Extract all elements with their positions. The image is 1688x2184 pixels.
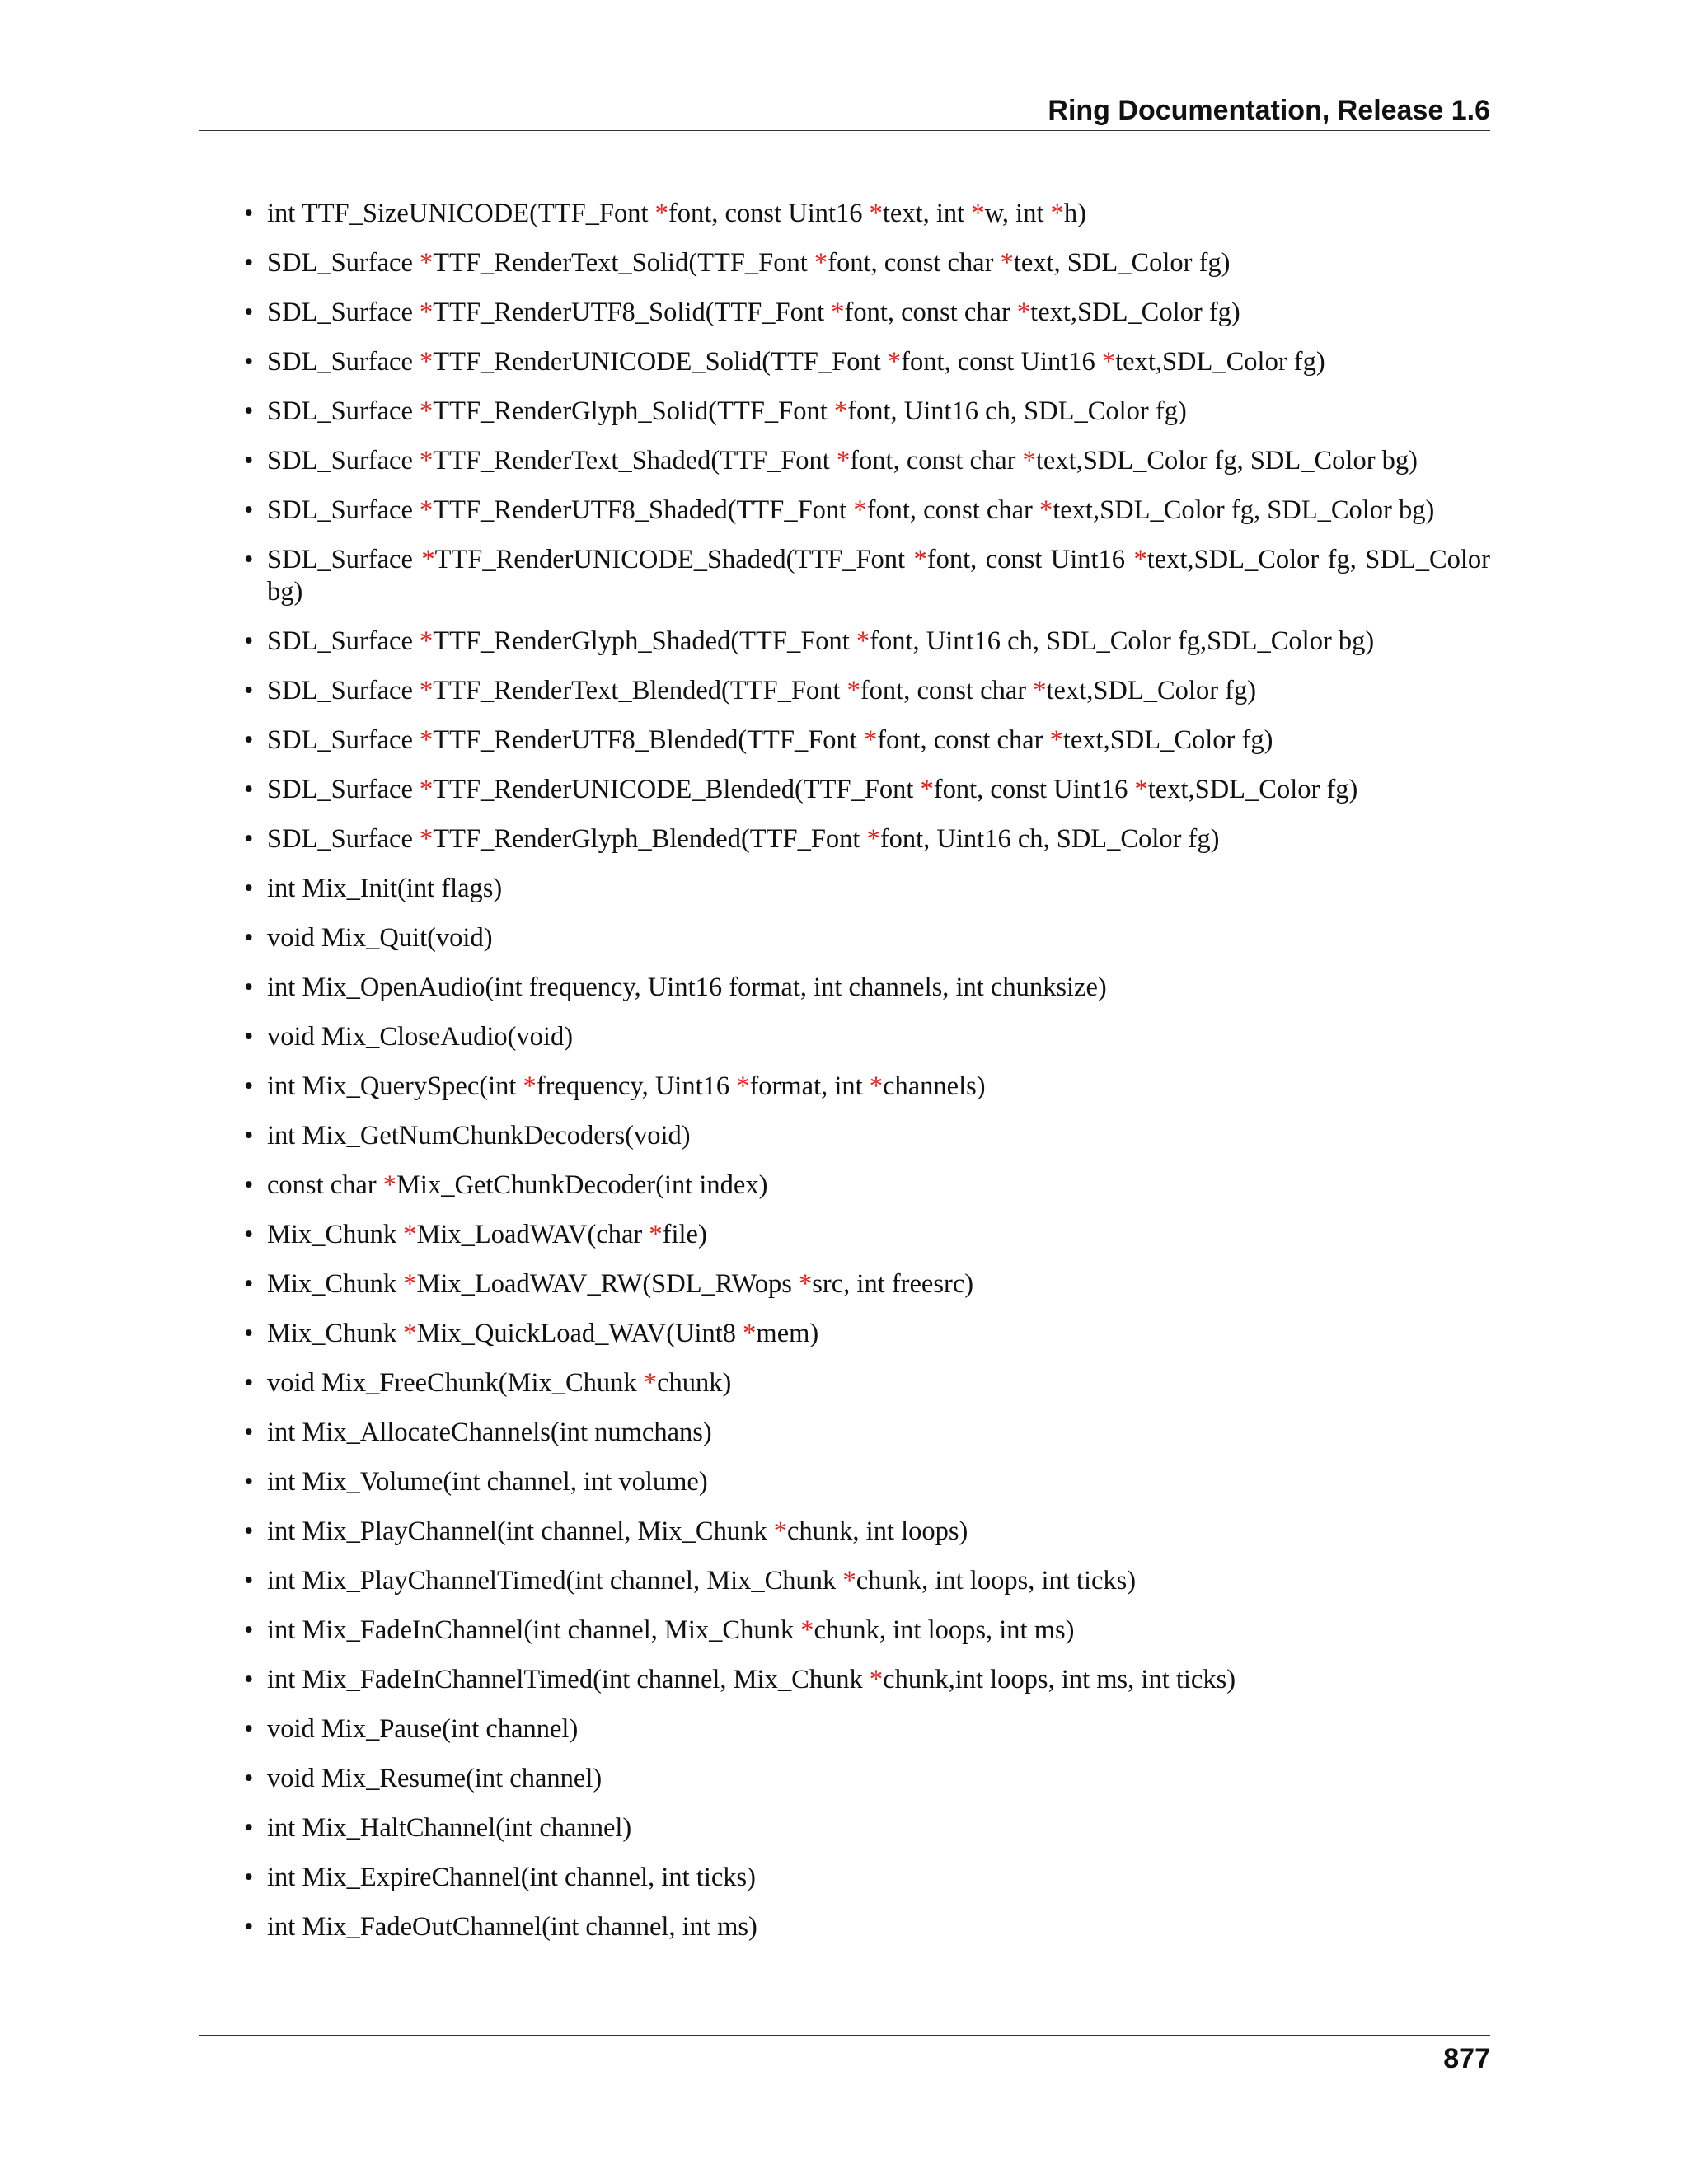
bullet-marker: • (244, 1418, 254, 1447)
page-number: 877 (1443, 2043, 1490, 2074)
list-item (244, 494, 1490, 527)
list-item (244, 1664, 1490, 1696)
list-item-text: SDL_Surface *TTF_RenderText_Blended(TTF_Font *font, const char *text,SDL_Color fg) (267, 676, 1257, 705)
list-item (244, 1367, 1490, 1399)
list-item (244, 346, 1490, 378)
bullet-marker: • (244, 824, 254, 854)
list-item (244, 396, 1490, 428)
bullet-marker: • (244, 248, 254, 278)
bullet-marker: • (244, 1022, 254, 1052)
list-item-text: int Mix_PlayChannelTimed(int channel, Mix_Chunk *chunk, int loops, int ticks) (267, 1566, 1137, 1596)
bullet-marker: • (244, 545, 254, 574)
list-item (244, 1911, 1490, 1943)
bullet-marker: • (244, 1121, 254, 1151)
list-item-text: void Mix_FreeChunk(Mix_Chunk *chunk) (267, 1368, 732, 1398)
header-divider (199, 130, 1490, 131)
list-item (244, 1318, 1490, 1350)
list-item-text: const char *Mix_GetChunkDecoder(int index) (267, 1170, 768, 1200)
list-item (244, 724, 1490, 757)
list-item-text: SDL_Surface *TTF_RenderUTF8_Shaded(TTF_Font *font, const char *text,SDL_Color fg, SDL_Color bg) (267, 495, 1435, 525)
list-item-text: int Mix_FadeInChannel(int channel, Mix_Chunk *chunk, int loops, int ms) (267, 1615, 1075, 1645)
list-item (244, 1219, 1490, 1251)
bullet-marker: • (244, 626, 254, 656)
list-item-text: SDL_Surface *TTF_RenderText_Shaded(TTF_Font *font, const char *text,SDL_Color fg, SDL_Color bg) (267, 446, 1418, 476)
list-item-text: SDL_Surface *TTF_RenderUTF8_Blended(TTF_Font *font, const char *text,SDL_Color fg) (267, 725, 1273, 755)
list-item-text: SDL_Surface *TTF_RenderUNICODE_Solid(TTF_Font *font, const Uint16 *text,SDL_Color fg) (267, 347, 1325, 377)
list-item-text: Mix_Chunk *Mix_LoadWAV(char *file) (267, 1220, 707, 1249)
list-item (244, 1763, 1490, 1795)
bullet-marker: • (244, 1665, 254, 1694)
list-item-text: SDL_Surface *TTF_RenderText_Solid(TTF_Font *font, const char *text, SDL_Color fg) (267, 248, 1231, 278)
bullet-marker: • (244, 1863, 254, 1892)
list-item (244, 1417, 1490, 1449)
bullet-marker: • (244, 495, 254, 525)
list-item (244, 1268, 1490, 1301)
bullet-marker: • (244, 199, 254, 228)
list-item-text: SDL_Surface *TTF_RenderGlyph_Solid(TTF_Font *font, Uint16 ch, SDL_Color fg) (267, 396, 1187, 426)
list-item-text: void Mix_CloseAudio(void) (267, 1022, 574, 1052)
bullet-marker: • (244, 1764, 254, 1793)
bullet-marker: • (244, 725, 254, 755)
list-item-text: int Mix_OpenAudio(int frequency, Uint16 format, int channels, int chunksize) (267, 972, 1107, 1002)
list-item-text: SDL_Surface *TTF_RenderGlyph_Shaded(TTF_Font *font, Uint16 ch, SDL_Color fg,SDL_Color bg) (267, 626, 1375, 656)
bullet-marker: • (244, 1269, 254, 1299)
bullet-marker: • (244, 1813, 254, 1843)
bullet-marker: • (244, 1071, 254, 1101)
list-item (244, 1615, 1490, 1647)
list-item-text: int Mix_QuerySpec(int *frequency, Uint16 *format, int *channels) (267, 1071, 986, 1101)
list-item-text: int Mix_ExpireChannel(int channel, int ticks) (267, 1863, 756, 1892)
bullet-marker: • (244, 676, 254, 705)
list-item-text: int Mix_Init(int flags) (267, 874, 503, 903)
list-item (244, 198, 1490, 230)
list-item (244, 873, 1490, 905)
bullet-marker: • (244, 1170, 254, 1200)
list-item-text: SDL_Surface *TTF_RenderGlyph_Blended(TTF_Font *font, Uint16 ch, SDL_Color fg) (267, 824, 1220, 854)
list-item-text: Mix_Chunk *Mix_LoadWAV_RW(SDL_RWops *src, int freesrc) (267, 1269, 974, 1299)
list-item-text: int Mix_Volume(int channel, int volume) (267, 1467, 708, 1497)
list-item (244, 1169, 1490, 1202)
bullet-marker: • (244, 347, 254, 377)
list-item (244, 1565, 1490, 1597)
bullet-marker: • (244, 1220, 254, 1249)
bullet-marker: • (244, 1566, 254, 1596)
list-item-text: SDL_Surface *TTF_RenderUTF8_Solid(TTF_Font *font, const char *text,SDL_Color fg) (267, 298, 1240, 327)
list-item (244, 1071, 1490, 1103)
bullet-marker: • (244, 775, 254, 804)
list-item (244, 297, 1490, 329)
list-item-text: void Mix_Quit(void) (267, 923, 493, 953)
list-item (244, 1120, 1490, 1152)
list-item (244, 626, 1490, 658)
running-header-title: Ring Documentation, Release 1.6 (1048, 95, 1490, 126)
bullet-marker: • (244, 923, 254, 953)
list-item (244, 972, 1490, 1004)
bullet-marker: • (244, 1714, 254, 1744)
bullet-marker: • (244, 874, 254, 903)
list-item-text: int Mix_FadeInChannelTimed(int channel, Mix_Chunk *chunk,int loops, int ms, int ticks) (267, 1665, 1236, 1694)
list-item-text: int Mix_GetNumChunkDecoders(void) (267, 1121, 691, 1151)
bullet-marker: • (244, 1319, 254, 1348)
bullet-marker: • (244, 972, 254, 1002)
list-item (244, 544, 1490, 608)
bullet-marker: • (244, 446, 254, 476)
bullet-marker: • (244, 1368, 254, 1398)
list-item (244, 1713, 1490, 1746)
list-item-text: SDL_Surface *TTF_RenderUNICODE_Shaded(TTF_Font *font, const Uint16 *text,SDL_Color fg, SDL_Color bg) (267, 545, 1490, 607)
list-item-text: int TTF_SizeUNICODE(TTF_Font *font, const Uint16 *text, int *w, int *h) (267, 199, 1086, 228)
list-item-text: void Mix_Pause(int channel) (267, 1714, 579, 1744)
list-item-text: SDL_Surface *TTF_RenderUNICODE_Blended(TTF_Font *font, const Uint16 *text,SDL_Color fg) (267, 775, 1358, 804)
list-item (244, 774, 1490, 806)
list-item (244, 1812, 1490, 1844)
list-item-text: void Mix_Resume(int channel) (267, 1764, 603, 1793)
list-item-text: int Mix_FadeOutChannel(int channel, int ms) (267, 1912, 757, 1942)
list-item-text: Mix_Chunk *Mix_QuickLoad_WAV(Uint8 *mem) (267, 1319, 819, 1348)
list-item (244, 247, 1490, 279)
list-item (244, 1516, 1490, 1548)
list-item-text: int Mix_AllocateChannels(int numchans) (267, 1418, 712, 1447)
bullet-marker: • (244, 1912, 254, 1942)
list-item (244, 823, 1490, 855)
bullet-marker: • (244, 396, 254, 426)
list-item (244, 675, 1490, 707)
footer-divider (199, 2035, 1490, 2036)
list-item (244, 445, 1490, 477)
list-item (244, 922, 1490, 954)
bullet-marker: • (244, 1615, 254, 1645)
list-item (244, 1466, 1490, 1498)
list-item (244, 1862, 1490, 1894)
function-signature-list (244, 198, 1490, 1961)
bullet-marker: • (244, 1516, 254, 1546)
bullet-marker: • (244, 298, 254, 327)
bullet-marker: • (244, 1467, 254, 1497)
list-item-text: int Mix_PlayChannel(int channel, Mix_Chunk *chunk, int loops) (267, 1516, 968, 1546)
list-item-text: int Mix_HaltChannel(int channel) (267, 1813, 632, 1843)
list-item (244, 1021, 1490, 1053)
